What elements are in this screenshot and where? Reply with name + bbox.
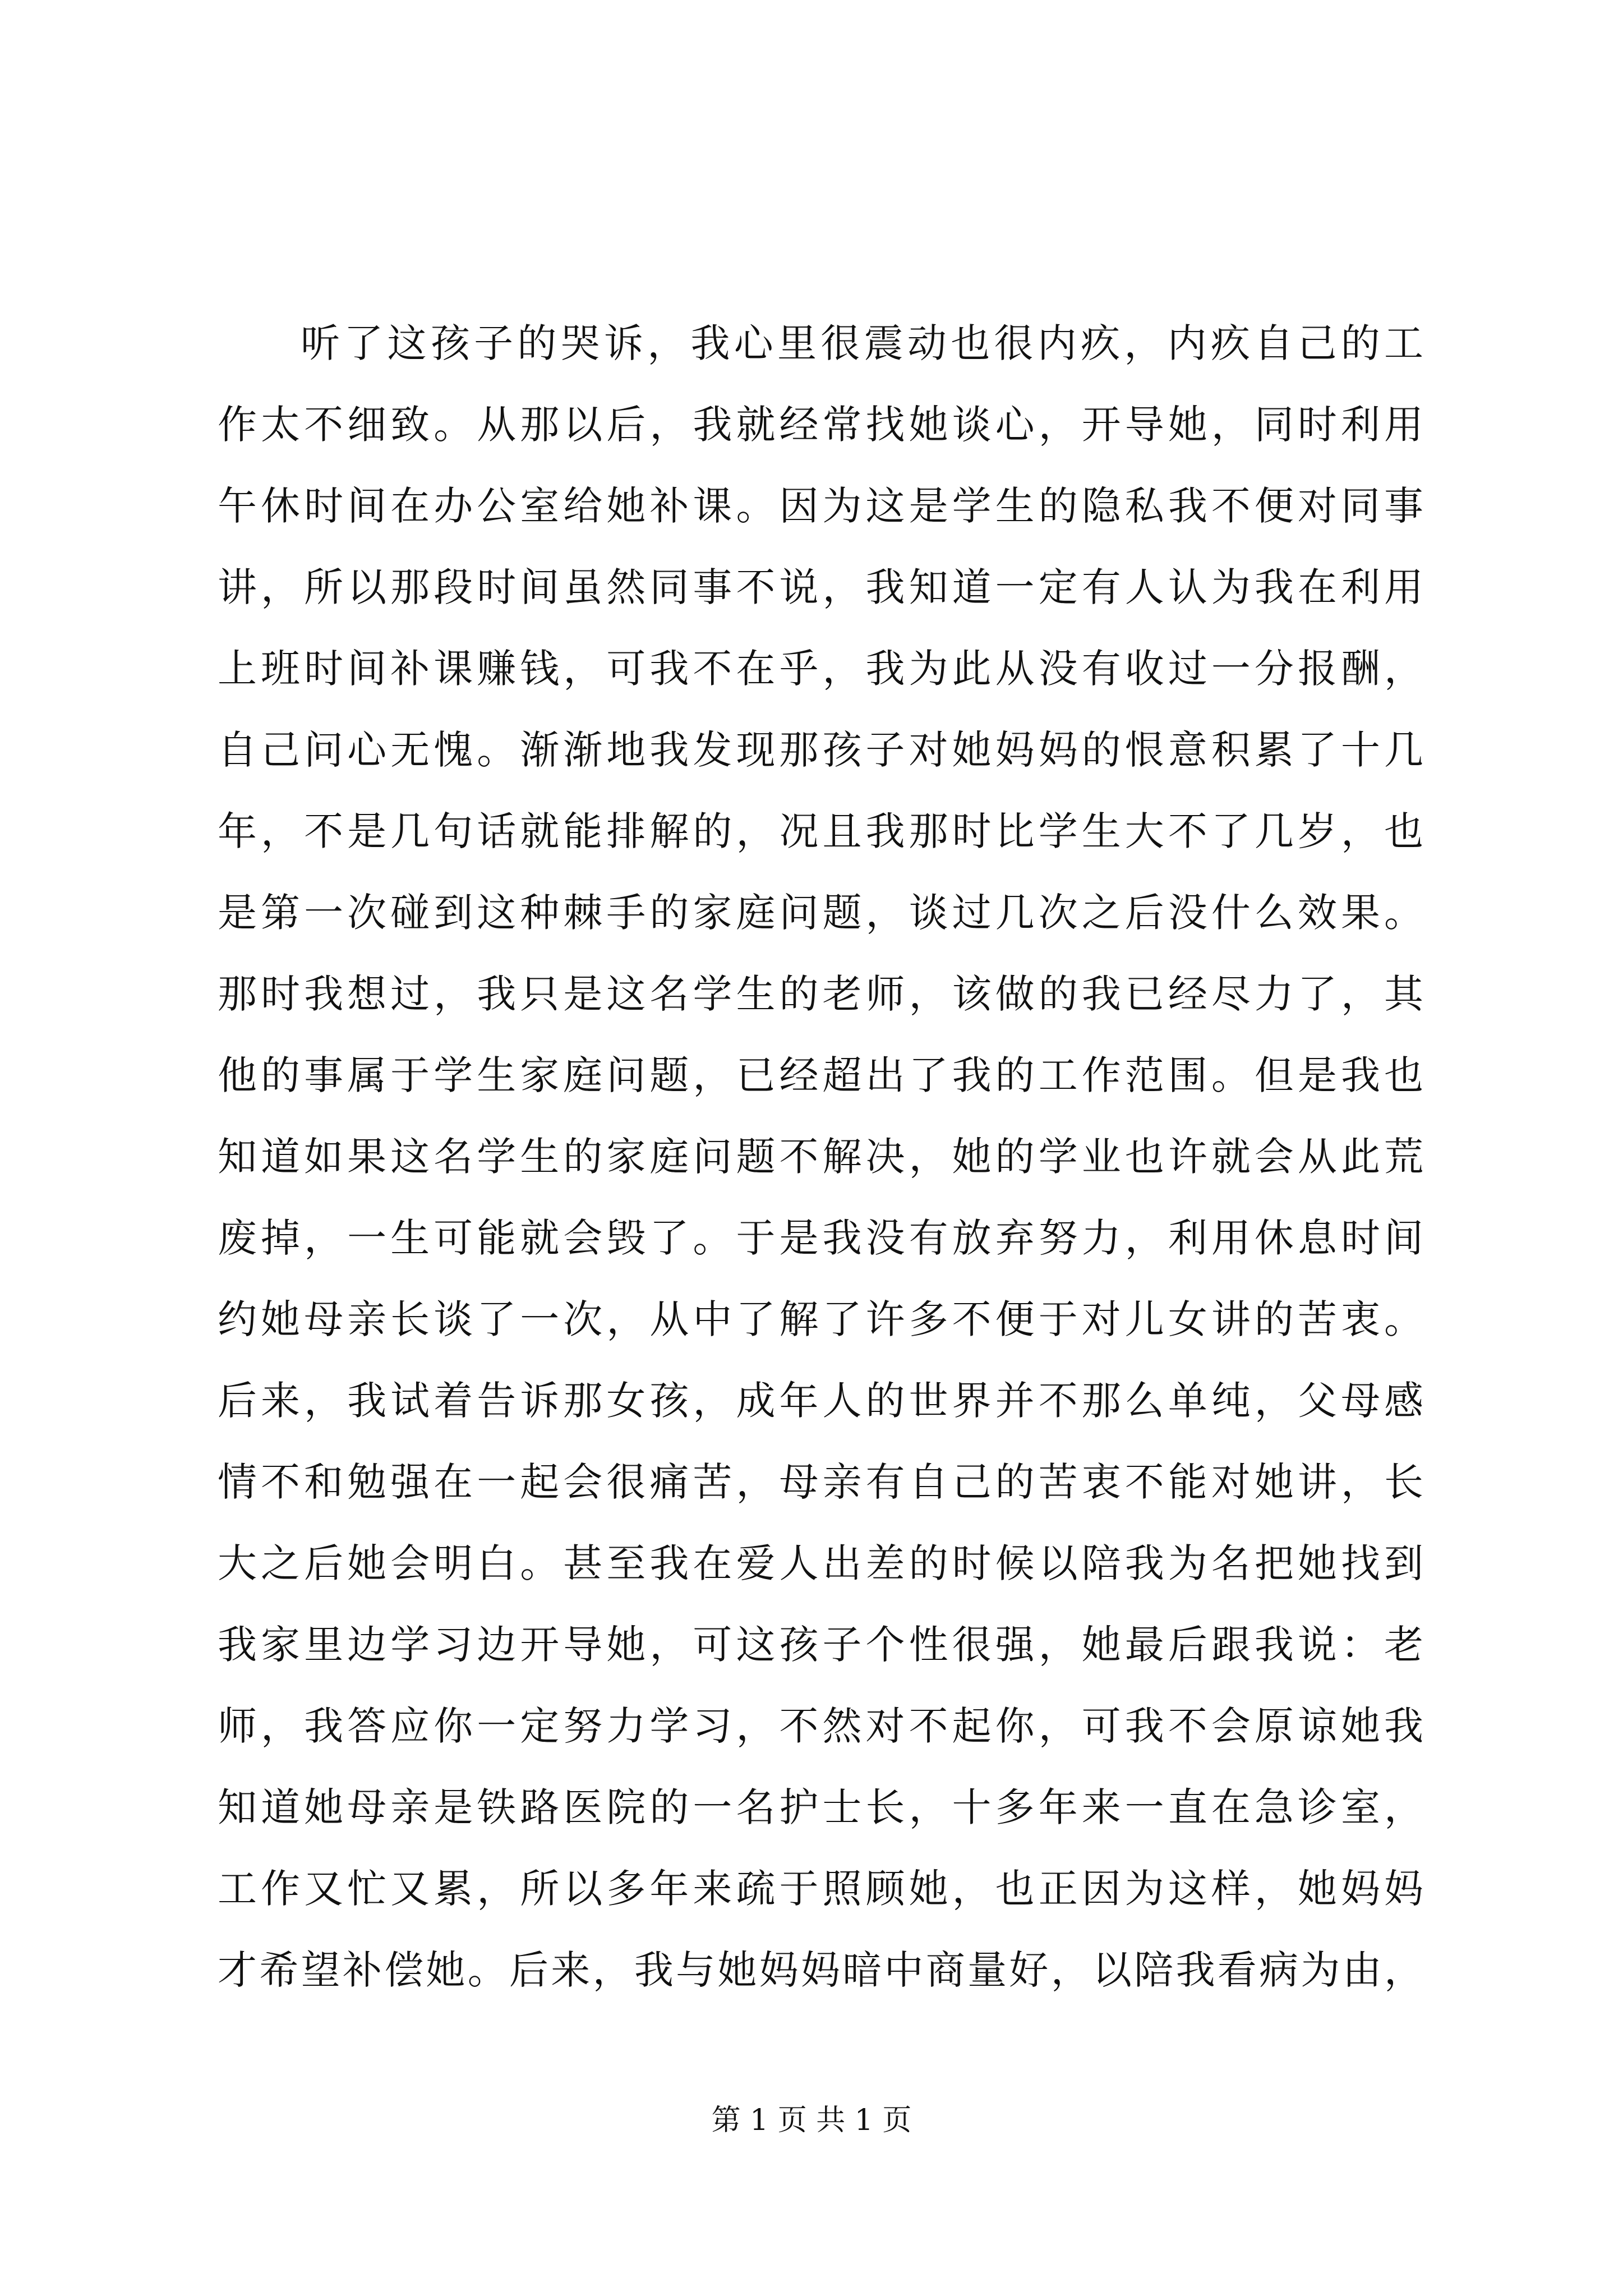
text-line-9: 那时我想过，我只是这名学生的老师，该做的我已经尽力了，其 <box>218 971 1423 1017</box>
text-line-19: 知道她母亲是铁路医院的一名护士长，十多年来一直在急诊室， <box>218 1784 1423 1830</box>
text-line-14: 后来，我试着告诉那女孩，成年人的世界并不那么单纯，父母感 <box>218 1378 1423 1424</box>
text-line-6: 自己问心无愧。渐渐地我发现那孩子对她妈妈的恨意积累了十几 <box>218 727 1423 773</box>
text-line-20: 工作又忙又累，所以多年来疏于照顾她，也正因为这样，她妈妈 <box>218 1866 1423 1912</box>
text-line-16: 大之后她会明白。甚至我在爱人出差的时候以陪我为名把她找到 <box>218 1540 1423 1586</box>
text-line-12: 废掉，一生可能就会毁了。于是我没有放弃努力，利用休息时间 <box>218 1215 1423 1261</box>
text-line-11: 知道如果这名学生的家庭问题不解决，她的学业也许就会从此荒 <box>218 1134 1423 1180</box>
text-line-8: 是第一次碰到这种棘手的家庭问题，谈过几次之后没什么效果。 <box>218 890 1423 936</box>
text-line-5: 上班时间补课赚钱，可我不在乎，我为此从没有收过一分报酬， <box>218 646 1423 692</box>
text-line-10: 他的事属于学生家庭问题，已经超出了我的工作范围。但是我也 <box>218 1052 1423 1098</box>
text-line-7: 年，不是几句话就能排解的，况且我那时比学生大不了几岁，也 <box>218 808 1423 854</box>
text-line-17: 我家里边学习边开导她，可这孩子个性很强，她最后跟我说：老 <box>218 1622 1423 1668</box>
text-line-2: 作太不细致。从那以后，我就经常找她谈心，开导她，同时利用 <box>218 402 1423 448</box>
body-paragraph <box>218 303 1423 2011</box>
text-line-13: 约她母亲长谈了一次，从中了解了许多不便于对儿女讲的苦衷。 <box>218 1296 1423 1342</box>
text-line-21: 才希望补偿她。后来，我与她妈妈暗中商量好，以陪我看病为由， <box>218 1947 1423 1993</box>
text-line-15: 情不和勉强在一起会很痛苦，母亲有自己的苦衷不能对她讲，长 <box>218 1459 1423 1505</box>
text-line-3: 午休时间在办公室给她补课。因为这是学生的隐私我不便对同事 <box>218 483 1423 529</box>
page-footer <box>0 2101 1623 2140</box>
page-number-label: 第 1 页 共 1 页 <box>711 2104 912 2137</box>
text-line-1: 听了这孩子的哭诉，我心里很震动也很内疚，内疚自己的工 <box>301 320 1423 366</box>
text-line-18: 师，我答应你一定努力学习，不然对不起你，可我不会原谅她我 <box>218 1703 1423 1749</box>
text-line-4: 讲，所以那段时间虽然同事不说，我知道一定有人认为我在利用 <box>218 564 1423 610</box>
